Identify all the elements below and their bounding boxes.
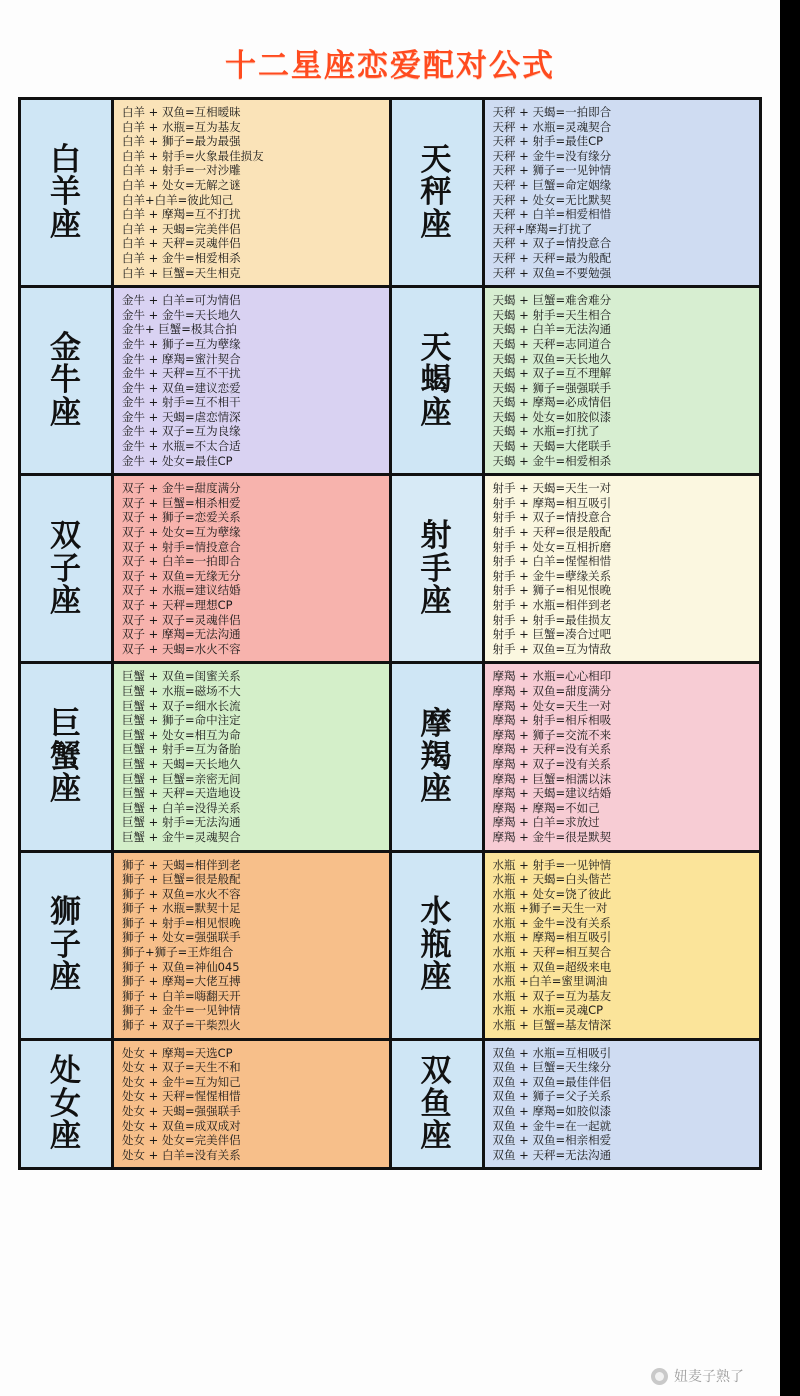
match-line: 巨蟹 + 金牛=灵魂契合: [122, 829, 241, 844]
sign-label-virgo: 处女座: [21, 1041, 114, 1168]
match-line: 射手 + 狮子=相见恨晚: [492, 583, 612, 598]
watermark: [651, 1366, 744, 1386]
match-line: 天秤 + 天蝎=一拍即合: [492, 105, 612, 119]
match-line: 白羊 + 射手=一对沙雕: [122, 163, 241, 178]
match-line: 双子 + 双子=灵魂伴侣: [122, 612, 241, 627]
match-line: 双子 + 处女=互为孽缘: [122, 525, 241, 540]
watermark-label: 妞麦子熟了: [674, 1368, 744, 1384]
sign-label-capricorn: 摩羯座: [392, 664, 485, 849]
page-title: 十二星座恋爱配对公式: [225, 48, 555, 83]
match-line: 白羊 + 天秤=灵魂伴侣: [122, 236, 241, 251]
table-row: [21, 1041, 759, 1168]
page-right-edge: [780, 0, 800, 1396]
match-line: 射手 + 金牛=孽缘关系: [492, 568, 612, 583]
match-line: 双鱼 + 巨蟹=天生缘分: [492, 1060, 612, 1075]
match-line: 巨蟹 + 巨蟹=亲密无间: [122, 771, 241, 786]
match-line: 双子 + 双鱼=无缘无分: [122, 568, 241, 583]
cell-pair-right: [392, 853, 760, 1038]
match-line: 天秤 + 巨蟹=命定姻缘: [492, 177, 612, 192]
match-line: 天蝎 + 双鱼=天长地久: [492, 351, 612, 366]
match-line: 狮子 + 白羊=嗨翻天开: [122, 988, 241, 1003]
cell-pair-left: [21, 853, 392, 1038]
match-line: 处女 + 白羊=没有关系: [122, 1147, 241, 1162]
match-line: 天蝎 + 天蝎=大佬联手: [492, 439, 612, 454]
sign-label-libra: 天秤座: [392, 100, 485, 285]
match-line: 天秤 + 天秤=最为般配: [492, 250, 612, 265]
match-list-virgo: [114, 1041, 389, 1168]
match-line: 射手 + 天蝎=天生一对: [492, 481, 612, 496]
match-line: 摩羯 + 狮子=交流不来: [492, 727, 612, 742]
match-line: 狮子+狮子=王炸组合: [122, 945, 234, 960]
match-line: 双子 + 天秤=理想CP: [122, 598, 233, 612]
match-line: 水瓶 +狮子=天生一对: [492, 901, 608, 916]
match-line: 狮子 + 双子=干柴烈火: [122, 1018, 241, 1033]
match-line: 金牛 + 处女=最佳CP: [122, 453, 233, 468]
match-line: 处女 + 摩羯=天选CP: [122, 1045, 233, 1060]
match-line: 巨蟹 + 射手=互为备胎: [122, 742, 241, 757]
match-line: 狮子 + 水瓶=默契十足: [122, 901, 241, 916]
match-line: 水瓶 + 双鱼=超级来电: [492, 959, 612, 974]
match-line: 巨蟹 + 双鱼=闺蜜关系: [122, 669, 241, 684]
match-line: 巨蟹 + 白羊=没得关系: [122, 800, 241, 815]
match-line: 双鱼 + 狮子=父子关系: [492, 1089, 612, 1104]
match-line: 射手 + 水瓶=相伴到老: [492, 598, 612, 612]
match-line: 处女 + 天秤=惺惺相惜: [122, 1089, 241, 1104]
match-line: 狮子 + 摩羯=大佬互搏: [122, 974, 241, 989]
match-line: 水瓶 + 天蝎=白头偕芒: [492, 872, 612, 887]
match-line: 双子 + 白羊=一拍即合: [122, 554, 241, 569]
cell-pair-right: [392, 664, 760, 849]
match-line: 狮子 + 天蝎=相伴到老: [122, 857, 241, 872]
match-line: 天秤+摩羯=打扰了: [492, 221, 593, 236]
match-line: 白羊 + 狮子=最为最强: [122, 134, 241, 149]
match-line: 水瓶 +白羊=蜜里调油: [492, 974, 608, 989]
table-row: [21, 853, 759, 1041]
match-line: 天蝎 + 狮子=强强联手: [492, 380, 612, 395]
match-line: 天秤 + 水瓶=灵魂契合: [492, 119, 612, 134]
sign-label-aries: 白羊座: [21, 100, 114, 285]
sign-label-aquarius: 水瓶座: [392, 853, 485, 1038]
match-line: 射手 + 白羊=惺惺相惜: [492, 554, 612, 569]
sign-label-pisces: 双鱼座: [392, 1041, 485, 1168]
match-line: 白羊 + 双鱼=互相暧昧: [122, 105, 241, 119]
match-line: 金牛+ 巨蟹=极其合拍: [122, 322, 237, 337]
match-list-cancer: [114, 664, 389, 849]
zodiac-table: [18, 97, 762, 1170]
match-line: 天蝎 + 金牛=相爱相杀: [492, 453, 612, 468]
match-line: 水瓶 + 摩羯=相互吸引: [492, 930, 612, 945]
match-list-aquarius: [485, 853, 760, 1038]
cell-pair-left: [21, 288, 392, 473]
match-line: 天秤 + 处女=无比默契: [492, 192, 612, 207]
match-line: 狮子 + 射手=相见恨晚: [122, 915, 241, 930]
match-line: 巨蟹 + 双子=细水长流: [122, 698, 241, 713]
match-line: 天秤 + 双子=情投意合: [492, 236, 612, 251]
match-line: 金牛 + 金牛=天长地久: [122, 307, 241, 322]
match-line: 双鱼 + 金牛=在一起就: [492, 1118, 612, 1133]
match-line: 巨蟹 + 狮子=命中注定: [122, 713, 241, 728]
match-line: 处女 + 双子=天生不和: [122, 1060, 241, 1075]
match-line: 摩羯 + 射手=相斥相吸: [492, 713, 612, 728]
match-line: 水瓶 + 双子=互为基友: [492, 988, 612, 1003]
match-line: 金牛 + 狮子=互为孽缘: [122, 336, 241, 351]
match-line: 狮子 + 金牛=一见钟情: [122, 1003, 241, 1018]
match-line: 白羊 + 天蝎=完美伴侣: [122, 221, 241, 236]
match-line: 白羊 + 巨蟹=天生相克: [122, 265, 241, 280]
match-line: 双鱼 + 水瓶=互相吸引: [492, 1045, 612, 1060]
match-line: 水瓶 + 处女=饶了彼此: [492, 886, 612, 901]
match-line: 射手 + 双子=情投意合: [492, 510, 612, 525]
match-line: 天蝎 + 巨蟹=难舍难分: [492, 293, 612, 308]
match-line: 水瓶 + 巨蟹=基友情深: [492, 1018, 612, 1033]
match-list-scorpio: [485, 288, 760, 473]
match-line: 摩羯 + 双鱼=甜度满分: [492, 683, 612, 698]
match-line: 天秤 + 双鱼=不要勉强: [492, 265, 612, 280]
match-line: 处女 + 金牛=互为知己: [122, 1074, 241, 1089]
match-line: 金牛 + 射手=互不相干: [122, 395, 241, 410]
match-line: 摩羯 + 白羊=求放过: [492, 815, 600, 830]
match-line: 双鱼 + 摩羯=如胶似漆: [492, 1104, 612, 1118]
match-list-pisces: [485, 1041, 760, 1168]
match-line: 双鱼 + 双鱼=最佳伴侣: [492, 1074, 612, 1089]
match-line: 射手 + 处女=互相折磨: [492, 539, 612, 554]
match-line: 水瓶 + 射手=一见钟情: [492, 857, 612, 872]
match-line: 天秤 + 射手=最佳CP: [492, 134, 604, 149]
table-row: [21, 476, 759, 664]
match-line: 摩羯 + 双子=没有关系: [492, 756, 612, 771]
match-line: 白羊+白羊=彼此知己: [122, 192, 234, 207]
match-line: 双子 + 水瓶=建议结婚: [122, 583, 241, 598]
match-line: 金牛 + 摩羯=蜜汁契合: [122, 351, 241, 366]
match-line: 双子 + 摩羯=无法沟通: [122, 627, 241, 642]
match-line: 白羊 + 处女=无解之谜: [122, 177, 241, 192]
match-line: 天秤 + 狮子=一见钟情: [492, 163, 612, 178]
match-line: 白羊 + 射手=火象最佳损友: [122, 148, 264, 163]
match-line: 狮子 + 巨蟹=很是般配: [122, 872, 241, 887]
match-line: 白羊 + 水瓶=互为基友: [122, 119, 241, 134]
match-line: 巨蟹 + 射手=无法沟通: [122, 815, 241, 830]
cell-pair-right: [392, 288, 760, 473]
match-line: 狮子 + 双鱼=神仙045: [122, 959, 240, 974]
match-line: 双子 + 巨蟹=相杀相爱: [122, 495, 241, 510]
match-line: 摩羯 + 摩羯=不如己: [492, 800, 600, 815]
cell-pair-right: [392, 476, 760, 661]
match-line: 金牛 + 白羊=可为情侣: [122, 293, 241, 308]
sign-label-sagittarius: 射手座: [392, 476, 485, 661]
match-line: 巨蟹 + 处女=相互为命: [122, 727, 241, 742]
match-line: 水瓶 + 天秤=相互契合: [492, 945, 612, 960]
match-list-capricorn: [485, 664, 760, 849]
cell-pair-left: [21, 100, 392, 285]
match-line: 天蝎 + 水瓶=打扰了: [492, 424, 600, 439]
match-line: 射手 + 巨蟹=凑合过吧: [492, 627, 612, 642]
match-line: 水瓶 + 金牛=没有关系: [492, 915, 612, 930]
match-line: 狮子 + 处女=强强联手: [122, 930, 241, 945]
match-line: 摩羯 + 水瓶=心心相印: [492, 669, 612, 684]
match-list-sagittarius: [485, 476, 760, 661]
match-line: 双鱼 + 双鱼=相亲相爱: [492, 1133, 612, 1148]
cell-pair-left: [21, 1041, 392, 1168]
match-line: 摩羯 + 巨蟹=相濡以沫: [492, 771, 612, 786]
match-line: 天秤 + 白羊=相爱相惜: [492, 207, 612, 222]
match-line: 天蝎 + 处女=如胶似漆: [492, 409, 612, 424]
sign-label-leo: 狮子座: [21, 853, 114, 1038]
sign-label-cancer: 巨蟹座: [21, 664, 114, 849]
match-line: 狮子 + 双鱼=水火不容: [122, 886, 241, 901]
match-line: 巨蟹 + 天秤=天造地设: [122, 786, 241, 801]
match-line: 水瓶 + 水瓶=灵魂CP: [492, 1003, 604, 1018]
match-line: 摩羯 + 处女=天生一对: [492, 698, 612, 713]
match-line: 白羊 + 金牛=相爱相杀: [122, 250, 241, 265]
match-line: 处女 + 双鱼=成双成对: [122, 1118, 241, 1133]
cell-pair-left: [21, 664, 392, 849]
match-line: 处女 + 天蝎=强强联手: [122, 1104, 241, 1118]
match-line: 双子 + 天蝎=水火不容: [122, 641, 241, 656]
match-line: 金牛 + 天蝎=虐恋情深: [122, 409, 241, 424]
cell-pair-left: [21, 476, 392, 661]
match-line: 天蝎 + 白羊=无法沟通: [492, 322, 612, 337]
match-line: 天蝎 + 射手=天生相合: [492, 307, 612, 322]
match-list-aries: [114, 100, 389, 285]
match-line: 摩羯 + 天蝎=建议结婚: [492, 786, 612, 801]
match-line: 双鱼 + 天秤=无法沟通: [492, 1147, 612, 1162]
match-line: 射手 + 射手=最佳损友: [492, 612, 612, 627]
match-line: 射手 + 双鱼=互为情敌: [492, 641, 612, 656]
match-line: 天秤 + 金牛=没有缘分: [492, 148, 612, 163]
table-row: [21, 288, 759, 476]
table-row: [21, 664, 759, 852]
match-line: 天蝎 + 天秤=志同道合: [492, 336, 612, 351]
avatar: [651, 1368, 668, 1385]
match-line: 巨蟹 + 天蝎=天长地久: [122, 756, 241, 771]
match-line: 处女 + 处女=完美伴侣: [122, 1133, 241, 1148]
match-list-gemini: [114, 476, 389, 661]
match-line: 天蝎 + 摩羯=必成情侣: [492, 395, 612, 410]
match-list-taurus: [114, 288, 389, 473]
match-list-libra: [485, 100, 760, 285]
match-line: 摩羯 + 金牛=很是默契: [492, 829, 612, 844]
match-list-leo: [114, 853, 389, 1038]
match-line: 金牛 + 双子=互为良缘: [122, 424, 241, 439]
match-line: 金牛 + 水瓶=不太合适: [122, 439, 241, 454]
match-line: 射手 + 天秤=很是般配: [492, 525, 612, 540]
sign-label-taurus: 金牛座: [21, 288, 114, 473]
match-line: 白羊 + 摩羯=互不打扰: [122, 207, 241, 222]
match-line: 巨蟹 + 水瓶=磁场不大: [122, 683, 241, 698]
match-line: 金牛 + 双鱼=建议恋爱: [122, 380, 241, 395]
match-line: 摩羯 + 天秤=没有关系: [492, 742, 612, 757]
match-line: 双子 + 金牛=甜度满分: [122, 481, 241, 496]
match-line: 双子 + 射手=情投意合: [122, 539, 241, 554]
table-row: [21, 100, 759, 288]
match-line: 金牛 + 天秤=互不干扰: [122, 366, 241, 381]
sign-label-gemini: 双子座: [21, 476, 114, 661]
cell-pair-right: [392, 1041, 760, 1168]
match-line: 天蝎 + 双子=互不理解: [492, 366, 612, 381]
match-line: 射手 + 摩羯=相互吸引: [492, 495, 612, 510]
match-line: 双子 + 狮子=恋爱关系: [122, 510, 241, 525]
sign-label-scorpio: 天蝎座: [392, 288, 485, 473]
cell-pair-right: [392, 100, 760, 285]
